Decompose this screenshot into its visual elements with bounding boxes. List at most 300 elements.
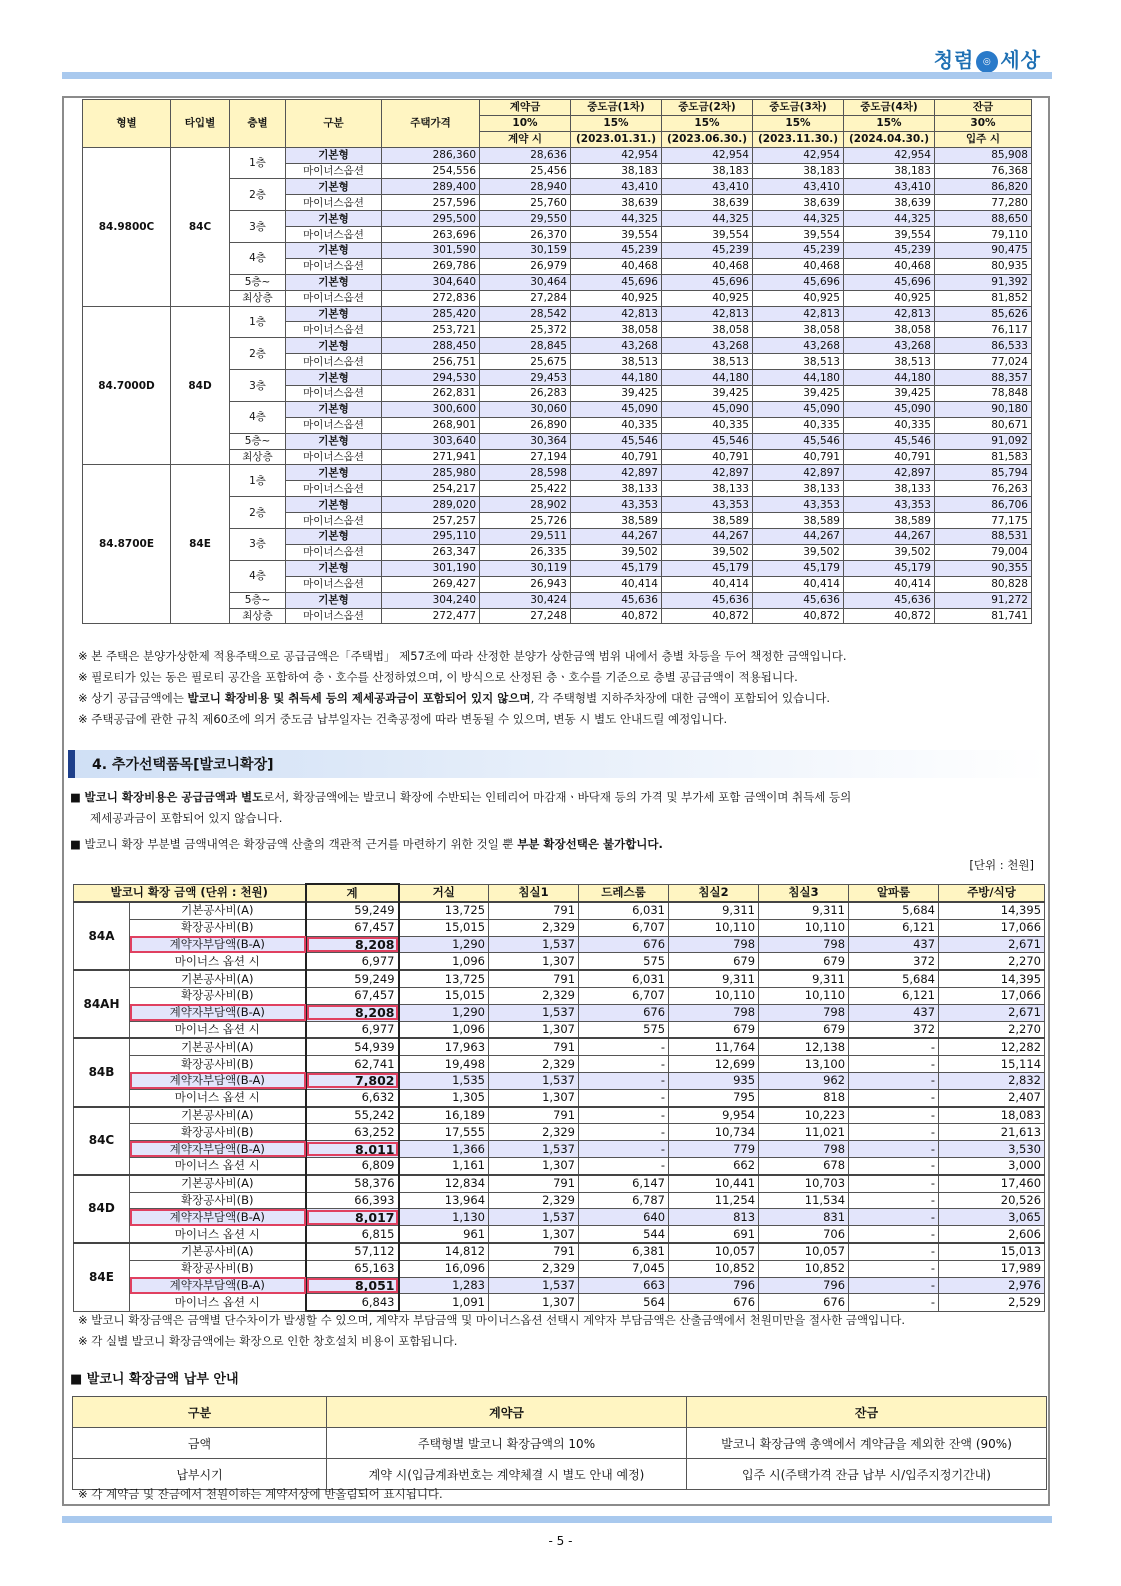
amount-cell: 45,696 — [844, 274, 935, 290]
balcony-amount-cell: 6,121 — [849, 987, 939, 1004]
balcony-row-label: 계약자부담액(B-A) — [130, 936, 306, 953]
balcony-amount-cell: 9,311 — [759, 902, 849, 919]
balcony-amount-cell: 575 — [579, 1021, 669, 1038]
col-dress: 드레스룸 — [579, 884, 669, 902]
balcony-amount-cell: 676 — [669, 1294, 759, 1311]
balcony-row — [74, 1124, 1045, 1141]
amount-cell: 271,941 — [382, 449, 480, 465]
amount-cell: 29,550 — [480, 211, 571, 227]
amount-cell: 38,058 — [571, 322, 662, 338]
balcony-row — [74, 1107, 1045, 1124]
amount-cell: 38,183 — [571, 163, 662, 179]
amount-cell: 269,427 — [382, 576, 480, 592]
balcony-amount-cell: 66,393 — [306, 1192, 399, 1209]
balcony-amount-cell: 10,703 — [759, 1175, 849, 1192]
balcony-amount-cell: 9,311 — [759, 970, 849, 987]
balcony-amount-cell: 67,457 — [306, 987, 399, 1004]
balcony-amount-cell: 16,189 — [399, 1107, 489, 1124]
balcony-amount-cell: 7,045 — [579, 1260, 669, 1277]
amount-cell: 28,598 — [480, 465, 571, 481]
floor-cell: 4층 — [230, 243, 286, 275]
balcony-amount-cell: 437 — [849, 1004, 939, 1021]
amount-cell: 45,696 — [662, 274, 753, 290]
floor-cell: 2층 — [230, 179, 286, 211]
balcony-amount-cell: 1,537 — [489, 1141, 579, 1158]
balcony-amount-cell: - — [849, 1243, 939, 1260]
balcony-amount-cell: - — [849, 1072, 939, 1089]
amount-cell: 263,696 — [382, 227, 480, 243]
amount-cell: 38,183 — [753, 163, 844, 179]
amount-cell: 38,589 — [571, 513, 662, 529]
balcony-amount-cell: 2,529 — [939, 1294, 1045, 1311]
amount-cell: 28,636 — [480, 147, 571, 163]
amount-cell: 294,530 — [382, 370, 480, 386]
subtype-cell: 84C — [171, 147, 230, 306]
price-row — [83, 147, 1032, 163]
balcony-amount-cell: - — [849, 1141, 939, 1158]
balcony-amount-cell: 6,707 — [579, 919, 669, 936]
balcony-amount-cell: 544 — [579, 1226, 669, 1243]
balcony-row-label: 확장공사비(B) — [130, 919, 306, 936]
floor-cell: 3층 — [230, 529, 286, 561]
floor-cell: 4층 — [230, 560, 286, 592]
amount-cell: 40,791 — [571, 449, 662, 465]
amount-cell: 27,194 — [480, 449, 571, 465]
amount-cell: 262,831 — [382, 386, 480, 402]
amount-cell: 27,284 — [480, 290, 571, 306]
balcony-amount-cell: 6,977 — [306, 953, 399, 970]
amount-cell: 45,090 — [571, 401, 662, 417]
balcony-amount-cell: 679 — [759, 1021, 849, 1038]
balcony-amount-cell: 11,764 — [669, 1038, 759, 1055]
balcony-amount-cell: 6,815 — [306, 1226, 399, 1243]
balcony-amount-cell: - — [849, 1260, 939, 1277]
balcony-amount-cell: - — [579, 1141, 669, 1158]
balcony-amount-cell: 813 — [669, 1209, 759, 1226]
amount-cell: 88,531 — [935, 529, 1032, 545]
balcony-amount-cell: 1,537 — [489, 936, 579, 953]
balcony-row — [74, 1021, 1045, 1038]
amount-cell: 38,133 — [844, 481, 935, 497]
balcony-amount-cell: 67,457 — [306, 919, 399, 936]
amount-cell: 40,468 — [571, 258, 662, 274]
amount-cell: 38,589 — [753, 513, 844, 529]
balcony-amount-cell: 6,787 — [579, 1192, 669, 1209]
balcony-amount-cell: 15,015 — [399, 919, 489, 936]
balcony-amount-cell: 10,852 — [669, 1260, 759, 1277]
balcony-amount-cell: 2,606 — [939, 1226, 1045, 1243]
amount-cell: 78,848 — [935, 386, 1032, 402]
balcony-amount-cell: 8,208 — [306, 936, 399, 953]
section-header — [68, 750, 1048, 778]
amount-cell: 253,721 — [382, 322, 480, 338]
gubun-cell: 기본형 — [286, 338, 382, 354]
amount-cell: 45,696 — [753, 274, 844, 290]
col-mid2: 중도금(2차) — [662, 100, 753, 116]
balcony-amount-cell: 1,283 — [399, 1277, 489, 1294]
balcony-amount-cell: 5,684 — [849, 970, 939, 987]
balcony-amount-cell: 1,305 — [399, 1089, 489, 1106]
balcony-amount-cell: 54,939 — [306, 1038, 399, 1055]
balcony-row — [74, 1004, 1045, 1021]
amount-cell: 80,671 — [935, 417, 1032, 433]
note-line: ※ 발코니 확장금액은 금액별 단수차이가 발생할 수 있으며, 계약자 부담금액 및 마이너스옵션 선택시 계약자 부담금액은 산출금액에서 천원미만을 절사한 금액입니다. — [78, 1313, 906, 1327]
balcony-amount-cell: - — [849, 1175, 939, 1192]
balcony-header-row — [74, 884, 1045, 902]
balcony-row-label: 확장공사비(B) — [130, 1056, 306, 1073]
amount-cell: 39,502 — [662, 544, 753, 560]
floor-cell: 5층~ — [230, 592, 286, 608]
balcony-amount-cell: 15,015 — [399, 987, 489, 1004]
amount-cell: 42,897 — [571, 465, 662, 481]
amount-cell: 42,813 — [753, 306, 844, 322]
balcony-amount-cell: 678 — [759, 1157, 849, 1174]
balcony-amount-cell: 437 — [849, 936, 939, 953]
amount-cell: 88,357 — [935, 370, 1032, 386]
balcony-amount-cell: 12,834 — [399, 1175, 489, 1192]
gubun-cell: 기본형 — [286, 560, 382, 576]
amount-cell: 30,464 — [480, 274, 571, 290]
amount-cell: 43,353 — [844, 497, 935, 513]
amount-cell: 25,422 — [480, 481, 571, 497]
amount-cell: 45,179 — [753, 560, 844, 576]
gubun-cell: 마이너스옵션 — [286, 290, 382, 306]
amount-cell: 44,267 — [753, 529, 844, 545]
amount-cell: 28,845 — [480, 338, 571, 354]
gubun-cell: 기본형 — [286, 497, 382, 513]
balcony-amount-cell: 57,112 — [306, 1243, 399, 1260]
gubun-cell: 기본형 — [286, 592, 382, 608]
balcony-row-label: 마이너스 옵션 시 — [130, 1226, 306, 1243]
balcony-amount-cell: 16,096 — [399, 1260, 489, 1277]
balcony-amount-cell: - — [579, 1157, 669, 1174]
amount-cell: 39,502 — [753, 544, 844, 560]
balcony-type-cell: 84B — [74, 1038, 130, 1106]
balcony-amount-cell: 3,000 — [939, 1157, 1045, 1174]
amount-cell: 301,590 — [382, 243, 480, 259]
balcony-amount-cell: 14,395 — [939, 902, 1045, 919]
balcony-amount-cell: 17,555 — [399, 1124, 489, 1141]
note-line: ※ 본 주택은 분양가상한제 적용주택으로 공급금액은「주택법」 제57조에 따라 산정한 분양가 상한금액 범위 내에서 층별 차등을 두어 책정한 금액입니다. — [78, 649, 847, 663]
amount-cell: 40,872 — [844, 608, 935, 624]
section-bar — [68, 750, 75, 778]
amount-cell: 45,090 — [844, 401, 935, 417]
col-pay-balance: 잔금 — [687, 1397, 1047, 1428]
balcony-amount-cell: 575 — [579, 953, 669, 970]
amount-cell: 45,239 — [844, 243, 935, 259]
balcony-amount-cell: 13,964 — [399, 1192, 489, 1209]
balcony-amount-cell: 17,989 — [939, 1260, 1045, 1277]
amount-cell: 38,513 — [753, 354, 844, 370]
amount-cell: 45,239 — [571, 243, 662, 259]
balcony-amount-cell: 12,282 — [939, 1038, 1045, 1055]
logo: 청렴 ◎ 세상 — [933, 48, 1041, 72]
balcony-amount-cell: 8,208 — [306, 1004, 399, 1021]
amount-cell: 38,183 — [662, 163, 753, 179]
balcony-amount-cell: 962 — [759, 1072, 849, 1089]
col-mid3-pct: 15% — [753, 115, 844, 131]
amount-cell: 40,791 — [844, 449, 935, 465]
amount-cell: 39,502 — [571, 544, 662, 560]
balcony-amount-cell: 1,307 — [489, 1089, 579, 1106]
balcony-amount-cell: 1,307 — [489, 1157, 579, 1174]
balcony-amount-cell: 13,100 — [759, 1056, 849, 1073]
pay-cell: 주택형별 발코니 확장금액의 10% — [327, 1428, 687, 1459]
amount-cell: 272,477 — [382, 608, 480, 624]
payment-note: ※ 각 계약금 및 잔금에서 천원이하는 계약서상에 반올림되어 표시됩니다. — [78, 1487, 443, 1501]
amount-cell: 77,280 — [935, 195, 1032, 211]
pay-cell: 납부시기 — [73, 1459, 327, 1490]
gubun-cell: 기본형 — [286, 433, 382, 449]
amount-cell: 303,640 — [382, 433, 480, 449]
gubun-cell: 마이너스옵션 — [286, 576, 382, 592]
balcony-amount-cell: 10,734 — [669, 1124, 759, 1141]
floor-cell: 4층 — [230, 401, 286, 433]
balcony-amount-cell: 6,031 — [579, 902, 669, 919]
balcony-amount-cell: 2,976 — [939, 1277, 1045, 1294]
amount-cell: 256,751 — [382, 354, 480, 370]
balcony-row — [74, 1056, 1045, 1073]
amount-cell: 289,400 — [382, 179, 480, 195]
amount-cell: 285,420 — [382, 306, 480, 322]
balcony-amount-cell: 63,252 — [306, 1124, 399, 1141]
balcony-amount-cell: 11,254 — [669, 1192, 759, 1209]
balcony-amount-cell: - — [579, 1089, 669, 1106]
price-row — [83, 465, 1032, 481]
amount-cell: 91,092 — [935, 433, 1032, 449]
balcony-row — [74, 1243, 1045, 1260]
type-cell: 84.9800C — [83, 147, 171, 306]
amount-cell: 39,425 — [753, 386, 844, 402]
balcony-row — [74, 1175, 1045, 1192]
amount-cell: 45,546 — [571, 433, 662, 449]
note-line: ※ 상기 공급금액에는 발코니 확장비용 및 취득세 등의 제세공과금이 포함되어 있지 않으며, 각 주택형별 지하주차장에 대한 금액이 포함되어 있습니다. — [78, 691, 831, 705]
amount-cell: 38,513 — [844, 354, 935, 370]
balcony-amount-cell: 2,329 — [489, 1124, 579, 1141]
amount-cell: 40,925 — [753, 290, 844, 306]
balcony-row-label: 계약자부담액(B-A) — [130, 1141, 306, 1158]
balcony-amount-cell: 9,311 — [669, 970, 759, 987]
amount-cell: 43,268 — [844, 338, 935, 354]
balcony-amount-cell: 2,407 — [939, 1089, 1045, 1106]
balcony-amount-cell: 679 — [669, 1021, 759, 1038]
amount-cell: 43,410 — [571, 179, 662, 195]
type-cell: 84.7000D — [83, 306, 171, 465]
balcony-row-label: 계약자부담액(B-A) — [130, 1004, 306, 1021]
balcony-amount-cell: 58,376 — [306, 1175, 399, 1192]
amount-cell: 257,596 — [382, 195, 480, 211]
balcony-amount-cell: 6,031 — [579, 970, 669, 987]
amount-cell: 44,325 — [753, 211, 844, 227]
balcony-amount-cell: 6,809 — [306, 1157, 399, 1174]
balcony-amount-cell: 6,147 — [579, 1175, 669, 1192]
pay-cell: 입주 시(주택가격 잔금 납부 시/입주지정기간내) — [687, 1459, 1047, 1490]
amount-cell: 91,272 — [935, 592, 1032, 608]
balcony-type-cell: 84C — [74, 1107, 130, 1175]
balcony-amount-cell: 2,329 — [489, 1056, 579, 1073]
gubun-cell: 마이너스옵션 — [286, 481, 382, 497]
balcony-row — [74, 1141, 1045, 1158]
balcony-amount-cell: 779 — [669, 1141, 759, 1158]
pay-cell: 금액 — [73, 1428, 327, 1459]
balcony-amount-cell: 59,249 — [306, 970, 399, 987]
balcony-amount-cell: 10,057 — [759, 1243, 849, 1260]
balcony-amount-cell: 9,954 — [669, 1107, 759, 1124]
balcony-amount-cell: 14,812 — [399, 1243, 489, 1260]
col-floor: 층별 — [230, 100, 286, 148]
amount-cell: 26,370 — [480, 227, 571, 243]
balcony-amount-cell: 1,096 — [399, 953, 489, 970]
payment-row — [73, 1428, 1047, 1459]
col-balance: 잔금 — [935, 100, 1032, 116]
balcony-amount-cell: 59,249 — [306, 902, 399, 919]
balcony-amount-cell: 8,017 — [306, 1209, 399, 1226]
amount-cell: 42,813 — [571, 306, 662, 322]
balcony-amount-cell: 8,011 — [306, 1141, 399, 1158]
balcony-amount-cell: 11,534 — [759, 1192, 849, 1209]
amount-cell: 39,554 — [662, 227, 753, 243]
amount-cell: 295,500 — [382, 211, 480, 227]
balcony-amount-cell: 676 — [579, 1004, 669, 1021]
balcony-intro-2: ■ 발코니 확장 부분별 금액내역은 확장금액 산출의 객관적 근거를 마련하기 위한 것일 뿐 부분 확장선택은 불가합니다. — [70, 837, 663, 851]
amount-cell: 80,828 — [935, 576, 1032, 592]
amount-cell: 263,347 — [382, 544, 480, 560]
amount-cell: 45,546 — [844, 433, 935, 449]
amount-cell: 42,897 — [662, 465, 753, 481]
balcony-amount-cell: 13,725 — [399, 902, 489, 919]
amount-cell: 40,335 — [662, 417, 753, 433]
balcony-row — [74, 1038, 1045, 1055]
balcony-row — [74, 1089, 1045, 1106]
amount-cell: 45,179 — [571, 560, 662, 576]
balcony-amount-cell: 10,057 — [669, 1243, 759, 1260]
balcony-amount-cell: 1,537 — [489, 1072, 579, 1089]
amount-cell: 38,639 — [844, 195, 935, 211]
balcony-amount-cell: 6,707 — [579, 987, 669, 1004]
gubun-cell: 마이너스옵션 — [286, 227, 382, 243]
balcony-row-label: 마이너스 옵션 시 — [130, 1157, 306, 1174]
amount-cell: 30,159 — [480, 243, 571, 259]
balcony-row-label: 확장공사비(B) — [130, 1260, 306, 1277]
amount-cell: 304,640 — [382, 274, 480, 290]
amount-cell: 44,325 — [662, 211, 753, 227]
col-type: 형별 — [83, 100, 171, 148]
balcony-row-label: 마이너스 옵션 시 — [130, 1021, 306, 1038]
gubun-cell: 마이너스옵션 — [286, 322, 382, 338]
amount-cell: 26,890 — [480, 417, 571, 433]
amount-cell: 44,267 — [662, 529, 753, 545]
balcony-amount-cell: - — [849, 1277, 939, 1294]
balcony-amount-cell: - — [849, 1192, 939, 1209]
unit-label: [단위 : 천원] — [969, 858, 1034, 872]
balcony-amount-cell: 1,537 — [489, 1209, 579, 1226]
balcony-amount-cell: 935 — [669, 1072, 759, 1089]
amount-cell: 77,024 — [935, 354, 1032, 370]
amount-cell: 268,901 — [382, 417, 480, 433]
amount-cell: 295,110 — [382, 529, 480, 545]
amount-cell: 42,897 — [844, 465, 935, 481]
col-living: 거실 — [399, 884, 489, 902]
balcony-amount-cell: 798 — [759, 1004, 849, 1021]
balcony-amount-cell: 6,843 — [306, 1294, 399, 1311]
amount-cell: 44,325 — [571, 211, 662, 227]
balcony-amount-cell: 663 — [579, 1277, 669, 1294]
balcony-amount-cell: 831 — [759, 1209, 849, 1226]
section-title: 4. 추가선택품목[발코니확장] — [92, 757, 274, 773]
balcony-amount-cell: 1,091 — [399, 1294, 489, 1311]
amount-cell: 43,353 — [662, 497, 753, 513]
balcony-amount-cell: - — [849, 1038, 939, 1055]
payment-table — [72, 1396, 1047, 1490]
gubun-cell: 마이너스옵션 — [286, 354, 382, 370]
amount-cell: 38,639 — [571, 195, 662, 211]
balcony-amount-cell: 791 — [489, 1107, 579, 1124]
gubun-cell: 기본형 — [286, 243, 382, 259]
col-mid1: 중도금(1차) — [571, 100, 662, 116]
amount-cell: 40,414 — [662, 576, 753, 592]
gubun-cell: 기본형 — [286, 529, 382, 545]
balcony-amount-cell: 791 — [489, 1175, 579, 1192]
balcony-amount-cell: 12,699 — [669, 1056, 759, 1073]
balcony-amount-cell: 3,530 — [939, 1141, 1045, 1158]
balcony-amount-cell: 3,065 — [939, 1209, 1045, 1226]
col-mid1-pct: 15% — [571, 115, 662, 131]
amount-cell: 269,786 — [382, 258, 480, 274]
amount-cell: 76,368 — [935, 163, 1032, 179]
amount-cell: 27,248 — [480, 608, 571, 624]
note-line: ※ 주택공급에 관한 규칙 제60조에 의거 중도금 납부일자는 건축공정에 따라 변동될 수 있으며, 변동 시 별도 안내드릴 예정입니다. — [78, 712, 728, 726]
amount-cell: 28,940 — [480, 179, 571, 195]
gubun-cell: 마이너스옵션 — [286, 608, 382, 624]
balcony-amount-cell: 2,671 — [939, 936, 1045, 953]
balcony-amount-cell: 2,832 — [939, 1072, 1045, 1089]
amount-cell: 304,240 — [382, 592, 480, 608]
balcony-intro-1: ■ 발코니 확장비용은 공급금액과 별도로서, 확장금액에는 발코니 확장에 수반되는 인테리어 마감재ㆍ바닥재 등의 가격 및 부가세 포함 금액이며 취득세 등의 제세공과금이 포함되어 있지 않습니다. — [70, 790, 852, 825]
balcony-amount-cell: 791 — [489, 970, 579, 987]
balcony-amount-cell: - — [849, 1157, 939, 1174]
price-notes — [78, 646, 1048, 730]
balcony-row — [74, 1260, 1045, 1277]
amount-cell: 38,183 — [844, 163, 935, 179]
balcony-amount-cell: 1,366 — [399, 1141, 489, 1158]
amount-cell: 85,908 — [935, 147, 1032, 163]
balcony-amount-cell: 2,329 — [489, 919, 579, 936]
amount-cell: 45,090 — [662, 401, 753, 417]
amount-cell: 91,392 — [935, 274, 1032, 290]
balcony-row — [74, 1157, 1045, 1174]
amount-cell: 26,979 — [480, 258, 571, 274]
balcony-amount-cell: 679 — [759, 953, 849, 970]
gubun-cell: 마이너스옵션 — [286, 163, 382, 179]
amount-cell: 40,414 — [844, 576, 935, 592]
amount-cell: 25,372 — [480, 322, 571, 338]
amount-cell: 42,813 — [662, 306, 753, 322]
amount-cell: 43,353 — [571, 497, 662, 513]
balcony-type-cell: 84D — [74, 1175, 130, 1243]
payment-row — [73, 1459, 1047, 1490]
balcony-amount-cell: 17,066 — [939, 919, 1045, 936]
amount-cell: 26,943 — [480, 576, 571, 592]
amount-cell: 45,546 — [662, 433, 753, 449]
balcony-amount-cell: - — [849, 1226, 939, 1243]
amount-cell: 85,626 — [935, 306, 1032, 322]
floor-cell: 최상층 — [230, 449, 286, 465]
amount-cell: 76,263 — [935, 481, 1032, 497]
gubun-cell: 마이너스옵션 — [286, 195, 382, 211]
balcony-amount-cell: 372 — [849, 953, 939, 970]
amount-cell: 286,360 — [382, 147, 480, 163]
amount-cell: 45,179 — [662, 560, 753, 576]
